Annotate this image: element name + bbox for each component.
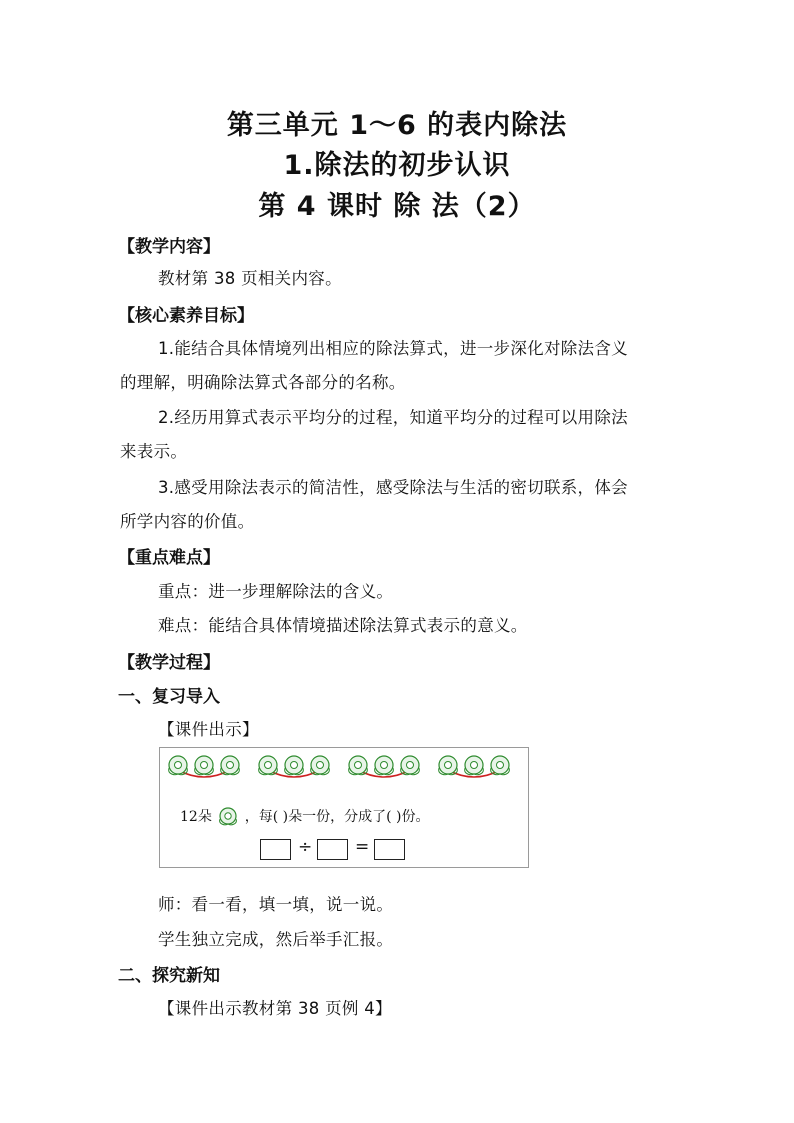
unit-title: 第三单元 1～6 的表内除法 — [226, 110, 568, 141]
flower-icon — [311, 756, 330, 775]
flower-icon — [216, 806, 240, 826]
goal-2-line-1: 2.经历用算式表示平均分的过程，知道平均分的过程可以用除法 — [158, 408, 628, 427]
dividend-box[interactable] — [260, 839, 291, 860]
equals-sign: = — [355, 837, 370, 857]
flower-icon — [169, 756, 188, 775]
students-line: 学生独立完成，然后举手汇报。 — [158, 930, 394, 949]
divide-sign: ÷ — [298, 837, 313, 857]
process-heading: 【教学过程】 — [118, 653, 220, 673]
goal-3-line-2: 所学内容的价值。 — [120, 512, 255, 531]
flower-icon — [195, 756, 214, 775]
quotient-box[interactable] — [374, 839, 405, 860]
review-figure — [159, 747, 529, 868]
figure-sentence-rest: ，每( )朵一份，分成了( )份。 — [244, 809, 430, 825]
goals-heading: 【核心素养目标】 — [118, 306, 254, 326]
flower-icon — [401, 756, 420, 775]
key-point: 重点：进一步理解除法的含义。 — [158, 582, 394, 601]
flower-icon — [285, 756, 304, 775]
flower-icon — [349, 756, 368, 775]
figure-sentence — [180, 806, 429, 826]
goal-1-line-2: 的理解，明确除法算式各部分的名称。 — [120, 373, 406, 392]
goal-1-line-1: 1.能结合具体情境列出相应的除法算式，进一步深化对除法含义 — [158, 339, 628, 358]
key-points-heading: 【重点难点】 — [118, 548, 220, 568]
courseware-label: 【课件出示】 — [158, 720, 259, 739]
part-1-heading: 一、复习导入 — [118, 687, 220, 707]
figure-sentence-count: 12朵 — [180, 809, 212, 825]
flower-icon — [259, 756, 278, 775]
part-2-heading: 二、探究新知 — [118, 966, 220, 986]
teaching-content-heading: 【教学内容】 — [118, 237, 220, 257]
flower-icon — [221, 756, 240, 775]
goal-2-line-2: 来表示。 — [120, 442, 188, 461]
courseware-label-2: 【课件出示教材第 38 页例 4】 — [158, 999, 392, 1018]
teacher-line: 师：看一看，填一填，说一说。 — [158, 895, 394, 914]
lesson-title: 第 4 课时 除 法（2） — [258, 191, 536, 222]
section-title: 1.除法的初步认识 — [283, 150, 511, 181]
difficult-point: 难点：能结合具体情境描述除法算式表示的意义。 — [158, 616, 528, 635]
goal-3-line-1: 3.感受用除法表示的简洁性，感受除法与生活的密切联系，体会 — [158, 478, 628, 497]
flower-icon — [439, 756, 458, 775]
flower-icon — [375, 756, 394, 775]
divisor-box[interactable] — [317, 839, 348, 860]
teaching-content-text: 教材第 38 页相关内容。 — [158, 269, 342, 288]
flower-icon — [491, 756, 510, 775]
flower-icon — [465, 756, 484, 775]
flower-groups — [160, 748, 530, 798]
